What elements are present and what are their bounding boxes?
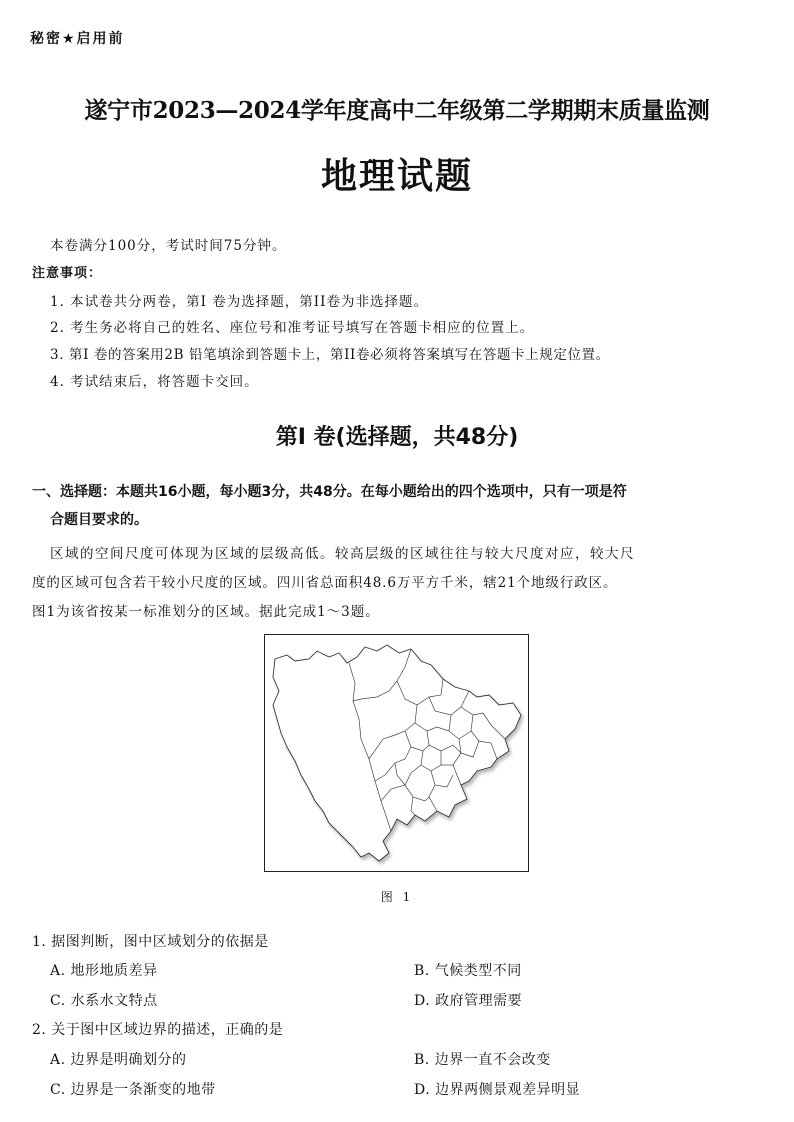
passage-line: 区域的空间尺度可体现为区域的层级高低。较高层级的区域往往与较大尺度对应，较大尺 xyxy=(50,546,635,562)
passage-line: 度的区域可包含若干较小尺度的区域。四川省总面积48.6万平方千米，辖21个地级行政区。 xyxy=(32,575,618,591)
option-c: C. 水系水文特点 xyxy=(50,993,158,1009)
option-d: D. 边界两侧景观差异明显 xyxy=(414,1082,581,1098)
section-heading-cont: 合题目要求的。 xyxy=(50,512,148,528)
option-b: B. 边界一直不会改变 xyxy=(414,1052,551,1068)
part-title: 第I 卷(选择题，共48分) xyxy=(275,425,519,450)
note-item: 4. 考试结束后，将答题卡交回。 xyxy=(50,374,259,390)
secret-mark: 秘密★启用前 xyxy=(30,31,125,47)
exam-title: 遂宁市2023—2024学年度高中二年级第二学期期末质量监测 xyxy=(84,97,710,124)
option-a: A. 地形地质差异 xyxy=(50,963,158,979)
subject-title: 地理试题 xyxy=(320,156,473,197)
note-item: 3. 第I 卷的答案用2B 铅笔填涂到答题卡上，第II卷必须将答案填写在答题卡上规定位置。 xyxy=(50,347,610,363)
question-stem: 1. 据图判断，图中区域划分的依据是 xyxy=(32,934,269,950)
figure-caption: 图 1 xyxy=(380,890,414,904)
note-item: 1. 本试卷共分两卷，第I 卷为选择题，第II卷为非选择题。 xyxy=(50,294,428,310)
sichuan-region-map xyxy=(264,634,529,872)
passage-line: 图1为该省按某一标准划分的区域。据此完成1～3题。 xyxy=(32,604,380,620)
note-item: 2. 考生务必将自己的姓名、座位号和准考证号填写在答题卡相应的位置上。 xyxy=(50,320,535,336)
province-outline-map xyxy=(265,635,528,871)
notes-title: 注意事项： xyxy=(32,266,103,281)
question-stem: 2. 关于图中区域边界的描述，正确的是 xyxy=(32,1022,284,1038)
option-b: B. 气候类型不同 xyxy=(414,963,522,979)
option-c: C. 边界是一条渐变的地带 xyxy=(50,1082,216,1098)
score-time-note: 本卷满分100分，考试时间75分钟。 xyxy=(50,238,287,254)
section-heading: 一、选择题：本题共16小题，每小题3分，共48分。在每小题给出的四个选项中，只有一项是符 xyxy=(32,484,627,500)
option-d: D. 政府管理需要 xyxy=(414,993,523,1009)
option-a: A. 边界是明确划分的 xyxy=(50,1052,187,1068)
